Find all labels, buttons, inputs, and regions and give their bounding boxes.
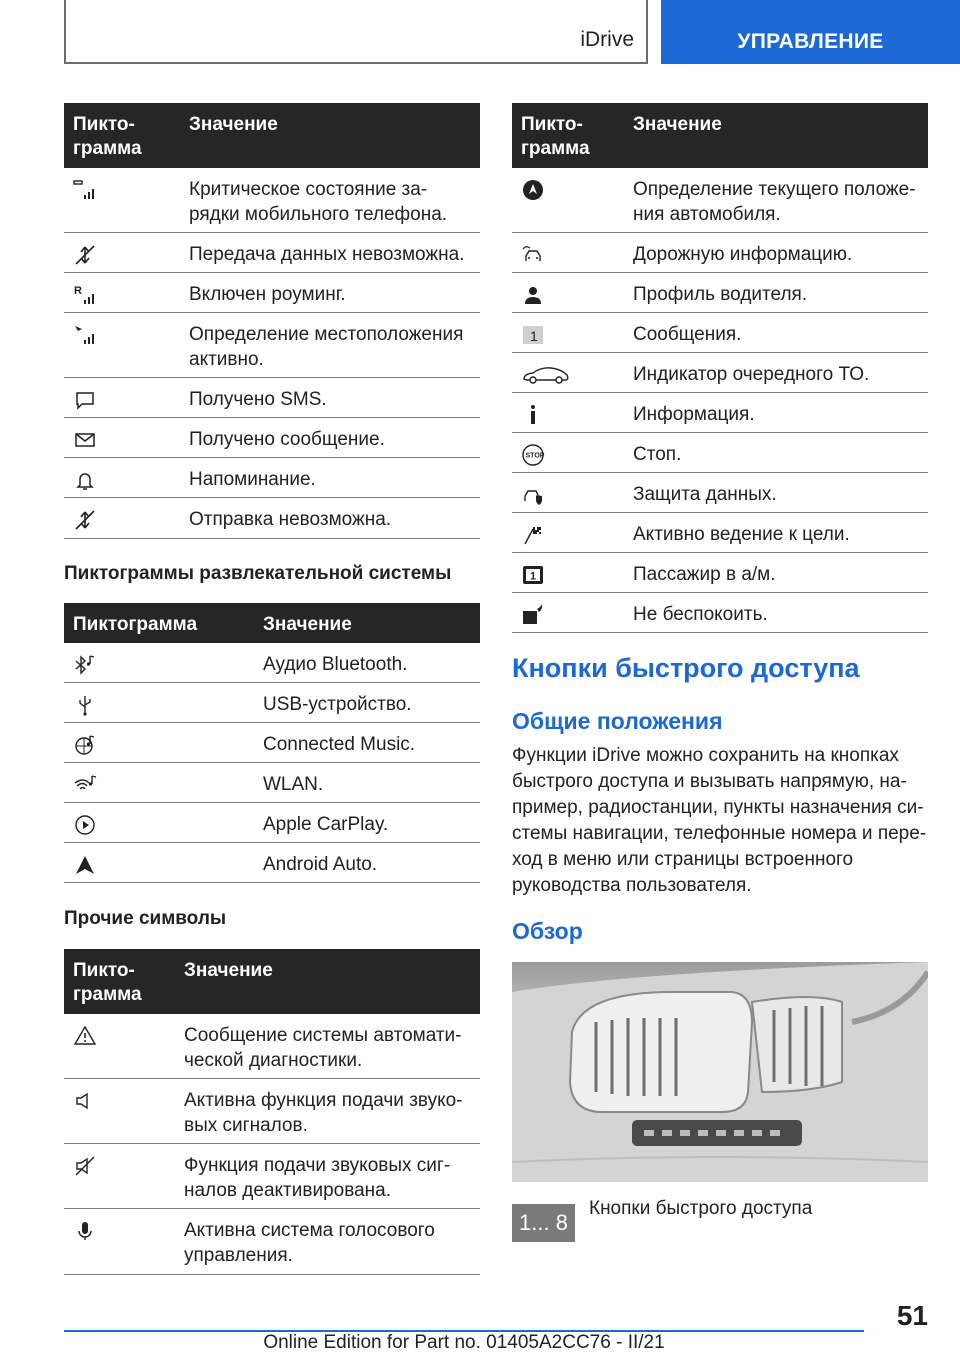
table-row <box>512 513 928 553</box>
header-chapter-box <box>64 0 648 64</box>
message-count-icon <box>521 323 545 347</box>
table-row <box>64 843 480 883</box>
sms-bubble-icon <box>73 388 97 412</box>
table-row <box>64 418 480 458</box>
table-row <box>64 1079 480 1144</box>
header-meaning: Значение <box>263 614 352 635</box>
row-text: Отправка невозможна. <box>189 509 392 530</box>
svg-text:1: 1 <box>530 328 538 344</box>
header-chapter-label: iDrive <box>580 28 634 51</box>
no-data-transfer-icon <box>73 243 97 267</box>
row-text: Аудио Bluetooth. <box>263 654 408 675</box>
warning-triangle-icon <box>73 1024 97 1048</box>
row-text: Критическое состояние за- рядки мобильного телефона. <box>189 179 448 225</box>
header-meaning: Значение <box>633 114 722 135</box>
row-text: Connected Music. <box>263 734 416 755</box>
connected-music-icon <box>73 733 97 757</box>
table-row <box>64 233 480 273</box>
driver-profile-icon <box>521 283 545 307</box>
table-row <box>64 643 480 683</box>
row-text: Информация. <box>633 404 755 425</box>
quick-access-title: Кнопки быстрого доступа <box>512 653 860 683</box>
usb-icon <box>73 693 97 717</box>
table-row <box>64 1209 480 1275</box>
passenger-icon <box>521 563 545 587</box>
microphone-icon <box>73 1219 97 1243</box>
svg-text:1: 1 <box>530 570 537 583</box>
do-not-disturb-icon <box>521 603 545 627</box>
wlan-music-icon <box>73 773 97 797</box>
table-row <box>64 1144 480 1209</box>
entertainment-icons-table <box>64 603 480 883</box>
row-text: Определение текущего положе- ния автомобиля. <box>633 179 916 225</box>
table-row <box>64 723 480 763</box>
row-text: WLAN. <box>263 774 324 795</box>
other-symbols-table <box>64 949 480 1275</box>
table-row <box>512 353 928 393</box>
table-row <box>512 473 928 513</box>
table-row <box>512 168 928 233</box>
row-text: Получено сообщение. <box>189 429 385 450</box>
car-service-icon <box>521 363 571 387</box>
table-row <box>512 433 928 473</box>
row-text: Определение местоположения активно. <box>189 324 464 370</box>
section-title-entertainment: Пиктограммы развлекательной системы <box>64 563 452 584</box>
row-text: Профиль водителя. <box>633 284 808 305</box>
table-row <box>512 393 928 433</box>
row-text: Apple CarPlay. <box>263 814 389 835</box>
general-title: Общие положения <box>512 708 723 734</box>
guidance-flag-icon <box>521 523 545 547</box>
row-text: Индикатор очередного ТО. <box>633 364 870 385</box>
header-pictogram: Пиктограмма <box>73 614 198 635</box>
table-row <box>512 273 928 313</box>
row-text: Стоп. <box>633 444 682 465</box>
carplay-icon <box>73 813 97 837</box>
table-header <box>64 949 480 1014</box>
header-pictogram: Пикто- грамма <box>521 114 590 159</box>
navigation-arrow-icon <box>521 178 545 202</box>
general-paragraph: Функции iDrive можно сохранить на кнопках быстрого доступа и вызывать напрямую, на- пример, радиостанции, пункты назначения си- стемы навигации, телефонные номера и пере- ход в меню или страницы встроенного руководства пользователя. <box>512 745 927 896</box>
dashboard-illustration <box>512 962 928 1182</box>
header-meaning: Значение <box>184 960 273 981</box>
row-text: Включен роуминг. <box>189 284 346 305</box>
dashboard-photo <box>512 962 928 1182</box>
row-text: Пассажир в а/м. <box>633 564 776 585</box>
table-row <box>512 593 928 633</box>
row-text: Активно ведение к цели. <box>633 524 850 545</box>
status-icons-table-continued <box>512 103 928 633</box>
table-row <box>64 168 480 233</box>
header-meaning: Значение <box>189 114 278 135</box>
envelope-icon <box>73 428 97 452</box>
overview-title: Обзор <box>512 918 583 944</box>
figure-caption: Кнопки быстрого доступа <box>589 1198 813 1219</box>
table-row <box>64 1014 480 1079</box>
status-icons-table <box>64 103 480 539</box>
row-text: Сообщение системы автомати- ческой диагностики. <box>184 1025 462 1071</box>
row-text: Активна система голосового управления. <box>184 1220 435 1266</box>
send-failed-icon <box>73 508 97 532</box>
header-pictogram: Пикто- грамма <box>73 960 142 1005</box>
table-header <box>64 603 480 643</box>
row-text: Активна функция подачи звуко- вых сигналов. <box>184 1090 463 1136</box>
table-row <box>64 763 480 803</box>
svg-text:R: R <box>74 285 82 297</box>
row-text: USB-устройство. <box>263 694 412 715</box>
header-pictogram: Пикто- грамма <box>73 114 142 159</box>
row-text: Сообщения. <box>633 324 742 345</box>
row-text: Получено SMS. <box>189 389 327 410</box>
table-row <box>64 803 480 843</box>
figure-number-badge: 1... 8 <box>512 1204 575 1242</box>
table-row <box>512 313 928 353</box>
page-number: 51 <box>896 1300 928 1331</box>
info-icon <box>521 403 545 427</box>
row-text: Защита данных. <box>633 484 777 505</box>
row-text: Не беспокоить. <box>633 604 768 625</box>
speaker-icon <box>73 1089 97 1113</box>
road-info-icon <box>521 243 545 267</box>
table-header <box>512 103 928 168</box>
table-row <box>512 553 928 593</box>
row-text: Передача данных невозможна. <box>189 244 465 265</box>
svg-text:STOP: STOP <box>525 452 545 460</box>
table-row <box>512 233 928 273</box>
table-header <box>64 103 480 168</box>
roaming-signal-icon <box>73 283 97 307</box>
table-row <box>64 273 480 313</box>
section-title-other: Прочие символы <box>64 908 227 929</box>
header-section-tab <box>661 0 960 64</box>
stop-icon <box>521 443 545 467</box>
header-section-label: УПРАВЛЕНИЕ <box>737 30 884 53</box>
table-row <box>64 683 480 723</box>
row-text: Функция подачи звуковых сиг- налов деактивирована. <box>184 1155 451 1201</box>
row-text: Напоминание. <box>189 469 316 490</box>
table-row <box>64 498 480 539</box>
table-row <box>64 378 480 418</box>
bluetooth-audio-icon <box>73 653 97 677</box>
table-row <box>64 313 480 378</box>
speaker-muted-icon <box>73 1154 97 1178</box>
bell-icon <box>73 468 97 492</box>
table-row <box>64 458 480 498</box>
signal-bars-critical-icon <box>73 178 97 202</box>
footer-edition-text: Online Edition for Part no. 01405A2CC76 - II/21 <box>263 1332 665 1353</box>
android-auto-icon <box>73 853 97 877</box>
data-protection-icon <box>521 483 545 507</box>
location-signal-icon <box>73 323 97 347</box>
row-text: Дорожную информацию. <box>633 244 853 265</box>
row-text: Android Auto. <box>263 854 378 875</box>
